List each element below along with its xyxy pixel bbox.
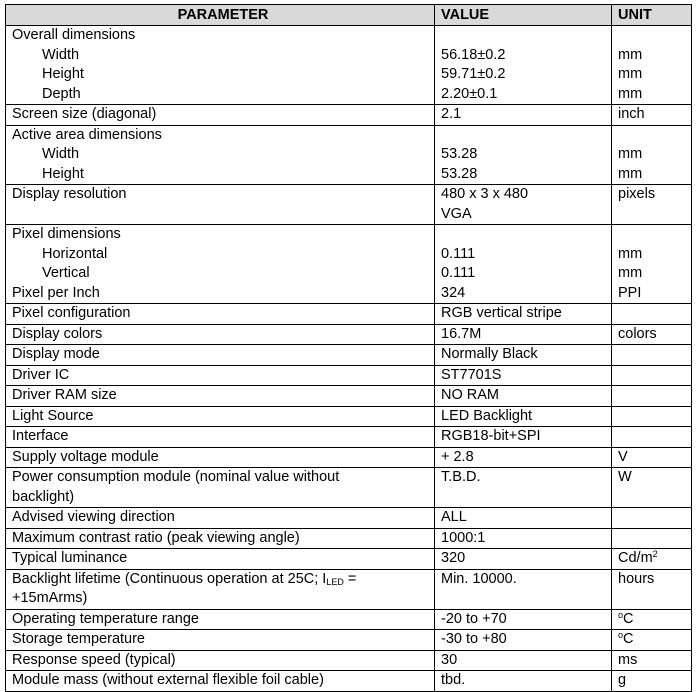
table-row xyxy=(6,105,692,126)
unit-text: mm xyxy=(618,85,643,102)
unit-text xyxy=(618,427,691,447)
value-cell xyxy=(435,105,612,126)
value-text: -20 to +70 xyxy=(441,610,507,627)
unit-text xyxy=(618,488,691,508)
param-cell xyxy=(6,365,435,386)
value-text: 56.18±0.2 xyxy=(441,46,506,63)
unit-text: $Cd/m^2$ xyxy=(618,549,658,566)
param-text: Driver RAM size xyxy=(12,387,117,403)
unit-text: mm xyxy=(618,245,643,262)
param-cell xyxy=(6,671,435,692)
unit-text xyxy=(618,304,691,324)
unit-text: mm xyxy=(618,46,643,63)
unit-text: $^o$C xyxy=(618,609,634,627)
value-text: 53.28 xyxy=(441,146,478,162)
param-cell xyxy=(6,528,435,549)
unit-cell xyxy=(612,386,692,407)
param-text: Interface xyxy=(12,428,69,444)
param-text: Width xyxy=(42,146,80,162)
table-row xyxy=(6,447,692,468)
unit-cell xyxy=(612,365,692,386)
param-cell xyxy=(6,304,435,325)
table-row xyxy=(6,630,692,651)
unit-text xyxy=(618,366,691,386)
unit-cell xyxy=(612,225,692,304)
table-row xyxy=(6,671,692,692)
unit-text: hours xyxy=(618,570,655,587)
value-text: -30 to +80 xyxy=(441,631,507,647)
param-text: Active area dimensions xyxy=(12,126,162,143)
value-text: LED Backlight xyxy=(441,407,533,424)
param-cell xyxy=(6,609,435,630)
param-text: Supply voltage module xyxy=(12,448,159,465)
unit-text: V xyxy=(618,448,628,465)
specification-table xyxy=(5,4,692,692)
param-text: Maximum contrast ratio (peak viewing angle) xyxy=(12,529,300,546)
unit-cell xyxy=(612,447,692,468)
value-text: 16.7M xyxy=(441,325,482,342)
value-cell xyxy=(435,609,612,630)
value-text: 53.28 xyxy=(441,165,478,182)
unit-text xyxy=(618,529,691,549)
value-text: RGB18-bit+SPI xyxy=(441,428,541,444)
value-text: tbd. xyxy=(441,672,466,688)
param-cell xyxy=(6,105,435,126)
value-text xyxy=(441,589,611,609)
unit-cell xyxy=(612,609,692,630)
param-text: backlight) xyxy=(12,488,75,505)
value-cell xyxy=(435,365,612,386)
unit-text xyxy=(618,205,691,225)
value-cell xyxy=(435,26,612,105)
value-text: 0.111 xyxy=(441,245,476,262)
value-text: T.B.D. xyxy=(441,469,481,485)
value-text: NO RAM xyxy=(441,387,499,403)
table-body xyxy=(6,26,692,692)
header-parameter: PARAMETER xyxy=(6,5,435,26)
param-text: Vertical xyxy=(42,265,90,281)
unit-text xyxy=(618,225,691,245)
unit-text: PPI xyxy=(618,284,642,301)
param-text: +15mArms) xyxy=(12,590,88,606)
value-text: 0.111 xyxy=(441,265,476,281)
value-cell xyxy=(435,324,612,345)
unit-cell xyxy=(612,345,692,366)
param-text: Display mode xyxy=(12,346,100,362)
unit-text xyxy=(618,386,691,406)
value-text: RGB vertical stripe xyxy=(441,305,562,321)
value-text: 1000:1 xyxy=(441,529,486,546)
header-value: VALUE xyxy=(435,5,612,26)
param-cell xyxy=(6,324,435,345)
unit-text: pixels xyxy=(618,186,656,202)
param-text: Horizontal xyxy=(42,245,108,262)
unit-cell xyxy=(612,671,692,692)
value-cell xyxy=(435,650,612,671)
value-cell xyxy=(435,125,612,185)
value-text: 320 xyxy=(441,550,466,566)
value-text xyxy=(441,126,611,146)
unit-cell xyxy=(612,528,692,549)
unit-text: inch xyxy=(618,106,645,122)
unit-text: ms xyxy=(618,651,638,668)
table-row xyxy=(6,468,692,508)
value-cell xyxy=(435,427,612,448)
value-cell xyxy=(435,630,612,651)
value-text: 2.1 xyxy=(441,106,462,122)
value-cell xyxy=(435,386,612,407)
param-cell xyxy=(6,508,435,529)
value-text: ALL xyxy=(441,509,467,525)
param-text: Overall dimensions xyxy=(12,27,136,43)
param-text: Advised viewing direction xyxy=(12,509,175,525)
unit-cell xyxy=(612,185,692,225)
value-text xyxy=(441,488,611,508)
value-cell xyxy=(435,185,612,225)
table-row xyxy=(6,528,692,549)
table-row xyxy=(6,324,692,345)
param-text: Pixel configuration xyxy=(12,305,131,321)
unit-cell xyxy=(612,406,692,427)
table-row xyxy=(6,569,692,609)
table-row xyxy=(6,650,692,671)
value-text: 2.20±0.1 xyxy=(441,85,498,102)
param-text: Height xyxy=(42,165,84,182)
param-text: Response speed (typical) xyxy=(12,651,176,668)
table-row xyxy=(6,365,692,386)
param-text xyxy=(12,205,434,225)
param-text: Height xyxy=(42,66,84,82)
param-cell xyxy=(6,225,435,304)
param-text: Display resolution xyxy=(12,186,127,202)
table-row xyxy=(6,185,692,225)
param-cell xyxy=(6,549,435,570)
unit-text xyxy=(618,407,691,427)
unit-text: mm xyxy=(618,146,643,162)
table-header-row xyxy=(6,5,692,26)
param-cell xyxy=(6,569,435,609)
value-text xyxy=(441,26,611,46)
param-cell xyxy=(6,345,435,366)
param-text: Module mass (without external flexible foil cable) xyxy=(12,672,324,688)
table-row xyxy=(6,304,692,325)
value-cell xyxy=(435,508,612,529)
value-text: Normally Black xyxy=(441,346,538,362)
unit-cell xyxy=(612,569,692,609)
value-text: 324 xyxy=(441,284,466,301)
unit-cell xyxy=(612,324,692,345)
unit-text: mm xyxy=(618,165,643,182)
unit-text: mm xyxy=(618,265,643,281)
param-cell xyxy=(6,447,435,468)
table-row xyxy=(6,386,692,407)
param-text: Driver IC xyxy=(12,366,70,383)
unit-cell xyxy=(612,125,692,185)
unit-text xyxy=(618,126,691,146)
param-cell xyxy=(6,650,435,671)
unit-cell xyxy=(612,427,692,448)
value-text: ST7701S xyxy=(441,366,502,383)
value-cell xyxy=(435,447,612,468)
param-cell xyxy=(6,468,435,508)
value-cell xyxy=(435,225,612,304)
param-text: Operating temperature range xyxy=(12,610,199,627)
table-row xyxy=(6,406,692,427)
param-text: Width xyxy=(42,46,80,63)
unit-text: W xyxy=(618,469,632,485)
param-text: Backlight lifetime (Continuous operation at 25C; $I_{LED}$ = xyxy=(12,570,357,587)
value-cell xyxy=(435,671,612,692)
param-cell xyxy=(6,185,435,225)
unit-text xyxy=(618,345,691,365)
value-cell xyxy=(435,345,612,366)
unit-text xyxy=(618,26,691,46)
header-unit: UNIT xyxy=(612,5,692,26)
unit-cell xyxy=(612,549,692,570)
value-text: 30 xyxy=(441,651,458,668)
unit-cell xyxy=(612,304,692,325)
table-row xyxy=(6,26,692,105)
value-cell xyxy=(435,549,612,570)
value-cell xyxy=(435,406,612,427)
param-text: Storage temperature xyxy=(12,631,145,647)
param-text: Depth xyxy=(42,85,81,102)
unit-cell xyxy=(612,650,692,671)
value-cell xyxy=(435,569,612,609)
value-text xyxy=(441,225,611,245)
param-cell xyxy=(6,630,435,651)
param-cell xyxy=(6,386,435,407)
value-cell xyxy=(435,468,612,508)
table-row xyxy=(6,427,692,448)
unit-cell xyxy=(612,630,692,651)
table-row xyxy=(6,345,692,366)
param-cell xyxy=(6,427,435,448)
param-text: Pixel dimensions xyxy=(12,226,121,242)
param-text: Screen size (diagonal) xyxy=(12,106,157,122)
value-cell xyxy=(435,304,612,325)
unit-text xyxy=(618,508,691,528)
param-cell xyxy=(6,125,435,185)
value-text: 59.71±0.2 xyxy=(441,66,506,82)
unit-text: g xyxy=(618,672,627,688)
param-text: Typical luminance xyxy=(12,550,128,566)
param-text: Display colors xyxy=(12,325,103,342)
table-row xyxy=(6,508,692,529)
param-text: Light Source xyxy=(12,407,94,424)
unit-text: mm xyxy=(618,66,643,82)
value-text: 480 x 3 x 480 xyxy=(441,186,529,202)
unit-cell xyxy=(612,26,692,105)
param-text: Pixel per Inch xyxy=(12,284,100,301)
param-cell xyxy=(6,26,435,105)
table-row xyxy=(6,125,692,185)
unit-text: colors xyxy=(618,325,657,342)
table-row xyxy=(6,225,692,304)
value-text: VGA xyxy=(441,205,472,222)
param-cell xyxy=(6,406,435,427)
table-row xyxy=(6,549,692,570)
value-cell xyxy=(435,528,612,549)
unit-text xyxy=(618,589,691,609)
unit-text: $^o$C xyxy=(618,630,634,647)
table-row xyxy=(6,609,692,630)
unit-cell xyxy=(612,508,692,529)
param-text: Power consumption module (nominal value without xyxy=(12,469,340,485)
unit-cell xyxy=(612,105,692,126)
value-text: + 2.8 xyxy=(441,448,474,465)
unit-cell xyxy=(612,468,692,508)
value-text: Min. 10000. xyxy=(441,570,517,587)
